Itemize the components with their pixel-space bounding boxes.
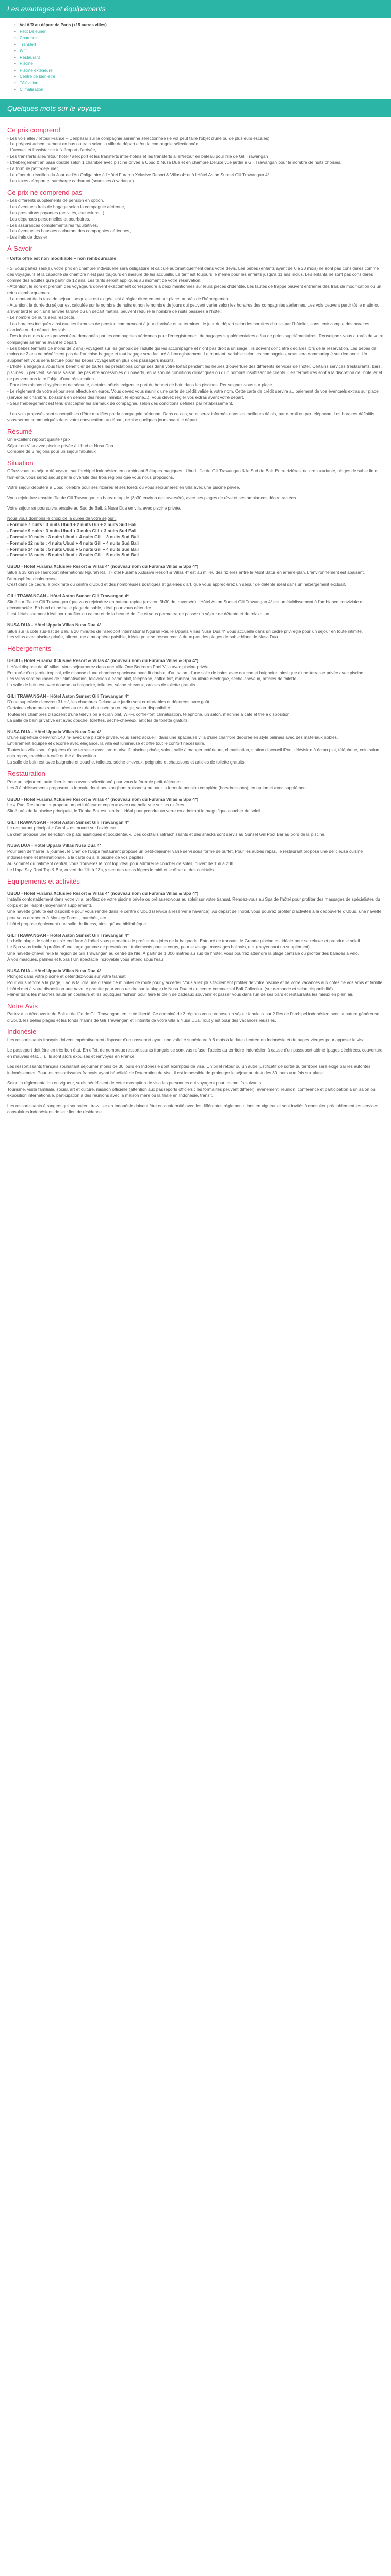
paragraph: Le Spa vous invite à profiter d'une large gamme de prestations : traitements pour le corps, pour le visage, massages balinais, etc. (moyennant un supplément). (7, 944, 312, 950)
program-banner: Quelques mots sur le voyage (0, 99, 391, 117)
amenity-label: Piscine (20, 61, 33, 66)
paragraph: Pour bien démarrer la journée, le Chef de l'Uppa restaurant propose un petit-déjeuner varié servi sous forme de buffet. Pour les autres repas, le restaurant propose une délicieuse cuisine indonésienne et internationale, à la carte ou à la piscine de vos papilles. (7, 849, 363, 860)
paragraph: - Si vous partez seul(e), votre prix en chambre individuelle sera obligatoire et calculé automatiquement dans votre devis. Les bébés (enfants ayant de 0 à 23 mois) ne sont pas considérés comme des voyageurs et la capacité de chambre n'est pas toujours en mesure de les accueillir. Le tarif est toujours le même pour les enfants jusqu'à 11 ans inclus. Les enfants ne sont pas considérés comme des adultes qu'à partir de 12 ans. Les tarifs seront appliqués au moment de votre réservation. (7, 265, 379, 283)
paragraph: Pour un séjour en toute liberté, nous avons sélectionné pour vous la formule petit-déjeuner. (7, 778, 182, 784)
paragraph: - Les transferts aller/retour hôtel / aéroport et les transferts inter-hôtels et les transferts aller/retour en bateau pour l'île de Gili Trawangan (7, 154, 268, 159)
subheading: NUSA DUA - Hôtel Uppala Villas Nusa Dua 4* (7, 622, 102, 628)
paragraph: - Formule 12 nuits : 4 nuits Ubud + 4 nuits Gili + 4 nuits Sud Bali (7, 540, 139, 546)
subheading: UBUD - Hôtel Furama Xclusive Resort & Villas 4* (nouveau nom du Furama Villas & Spa 4*) (7, 890, 199, 896)
paragraph: Situé sur la côte sud-est de Bali, à 20 minutes de l'aéroport international Ngurah Rai, le Uppala Villas Nusa Dua 4* vous accueille dans un cadre privilégié pour un séjour en toute intimité. (7, 628, 363, 634)
amenities-section (0, 18, 391, 99)
paragraph: La salle de bain privative est avec douche, toilettes, sèche-cheveux, articles de toilette gratuits. (7, 718, 189, 723)
section-title: Situation (7, 459, 34, 467)
paragraph: - Le règlement de votre séjour sera effectué en euros. Vous devez vous munir d'une carte de crédit valide à votre nom. Cette carte de crédit servira au paiement de vos éventuels extras sur place (service en chambre, boissons en dehors des repas, minibar, téléphone...). Vous devez régler vos extras avant votre départ. (7, 388, 379, 400)
amenity-item (13, 42, 378, 48)
section-title: Notre Avis (7, 1002, 38, 1010)
paragraph: La salle de bain est avec baignoire et douche, toilettes, sèche-cheveux, peignoirs et chaussons et articles de toilette gratuits. (7, 759, 246, 765)
paragraph: Les villas sont équipées de : climatisation, télévision à écran plat, téléphone, coffre-fort, minibar, bouilloire électrique, sèche-cheveux, articles de toilette. (7, 676, 298, 682)
paragraph: Offrez-vous un séjour dépaysant sur l'archipel Indonésien en combinant 3 étapes magiques : Ubud, l'île de Gili Trawangan & le Sud de Bali. Entre rizières, nature luxuriante, plages de sable fin et farniente, vous serez séduit par la diversité des trois régions que vous nous proposons. (7, 468, 379, 480)
paragraph: - Les éventuelles hausses carburant des compagnies aériennes, (7, 228, 131, 234)
paragraph: Le passeport doit être en très bon état. En effet, de nombreux ressortissants français se sont vus refuser l'accès au territoire indonésien à cause d'un passeport abîmé (pages déchirées, couverture en mauvais état, ...). Ils sont alors expulsés et renvoyés en France. (7, 1047, 383, 1059)
paragraph: - Les assurances complémentaires facultatives, (7, 222, 99, 228)
paragraph: - Le dîner du réveillon du Jour de l'An Obligatoire à l'Hôtel Furama Xclusive Resort & Villas 4* et à l'Hôtel Aston Sunset Gili Trawangan 4* (7, 172, 269, 178)
paragraph: Le « Padi Restaurant » propose un petit déjeuner copieux avec une belle vue sur les rizières. (7, 802, 185, 808)
paragraph: - Pour des raisons d'hygiène et de sécurité, certains hôtels exigent le port du bonnet de bain dans les piscines. Renseignez-vous sur place. (7, 382, 273, 388)
paragraph: Plongez dans votre piscine et détendez-vous sur votre transat. (7, 973, 127, 979)
paragraph: - La formule petit-déjeuner, (7, 166, 59, 172)
paragraph: - Formule 9 nuits : 3 nuits Ubud + 3 nuits Gili + 3 nuits Sud Bali (7, 528, 137, 533)
paragraph: Certaines chambres sont situées au rez-de-chaussée ou en étage, selon disponibilité. (7, 705, 171, 711)
paragraph: Il est l'établissement idéal pour profiter du calme et de la beauté de l'île et vous permettra de passer un séjour de détente et de relaxation. (7, 611, 271, 617)
amenity-item (13, 74, 378, 80)
paragraph: Un excellent rapport qualité / prix (7, 436, 71, 442)
section-title: Ce prix ne comprend pas (7, 188, 83, 196)
amenities-list (13, 22, 378, 93)
paragraph: Pour vous rendre à la plage, il vous faudra une dizaine de minutes de route pour y accéder. Vous allez plus facilement profiter de votre piscine et de votre vacances aux côtés de vos amis et famille. (7, 979, 384, 985)
paragraph: - Les éventuels frais de bagage selon la compagnie aérienne, (7, 204, 125, 209)
paragraph: Les villas avec piscine privée, offrent une atmosphère paisible, idéale pour se ressourcer, à deux pas des plages de sable blanc de Nusa Dua. (7, 634, 279, 640)
paragraph: Une navette-cheval relie la région de Gili Trawangan au centre de l'île. À partir de 1 000 mètres au sud de l'hôtel, vous pourrez atteindre la plage centrale ou profiter des balades à vélo. (7, 950, 359, 956)
paragraph: Selon la réglementation en vigueur, seuls bénéficient de cette exemption de visa les personnes qui voyagent pour les motifs suivants : (7, 1080, 264, 1086)
paragraph: - Formule 7 nuits : 3 nuits Ubud + 2 nuits Gili + 2 nuits Sud Bali (7, 521, 137, 527)
subheading: UBUD - Hôtel Furama Xclusive Resort & Villas 4* (nouveau nom du Furama Villas & Spa 4*) (7, 658, 199, 664)
paragraph: - L'hôtel s'engage à vous faire bénéficier de toutes les prestations comprises dans votre forfait pendant les heures d'ouverture des différents services de l'hôtel. Certains services (restaurants, bars, piscines...) peuvent, selon la saison, ne pas être accessibles ou ouverts, en raison de conditions climatiques ou d'un nombre insuffisant de clients. Ces fermetures sont à la discrétion de l'hôtelier et ne peuvent pas faire l'objet d'une réclamation. (7, 364, 382, 382)
section-title: Ce prix comprend (7, 126, 60, 134)
paragraph: - Les dépenses personnelles et pourboires, (7, 216, 90, 222)
paragraph: La belle plage de sable qui s'étend face à l'hôtel vous permettra de profiter des joies de la baignade. Entouré de transats, le Grande piscine est idéale pour se relaxer et prendre le soleil. (7, 938, 361, 943)
amenity-label: Télévision (20, 80, 39, 86)
amenity-label: Restaurant (20, 55, 40, 60)
amenity-label: Centre de bien-être (20, 74, 55, 79)
paragraph: Nous vous donnons le choix de la durée de votre séjour : (7, 515, 117, 521)
paragraph: Partez à la découverte de Bali et de l'île de Gili Trawangan, en toute liberté. Ce combiné de 3 régions vous propose un séjour fabuleux sur 2 îles de l'archipel indonésien avec la nature généreuse d'Ubud, les belles plages et les fonds marins de Gili Trawangan et l'intimité de votre villa à Nusa Dua. Tout y est pour des vacances réussies. (7, 1011, 380, 1023)
paragraph: L'hôtel propose également une salle de fitness, ainsi qu'une bibliothèque. (7, 921, 148, 926)
section-title: Indonésie (7, 1028, 37, 1036)
paragraph: Votre séjour se poursuivra ensuite au Sud de Bali, à Nusa Dua en villa avec piscine privée. (7, 505, 181, 511)
amenity-item (13, 48, 378, 55)
amenity-item (13, 87, 378, 93)
paragraph: Les 3 établissements proposent la formule demi-pension (hors boissons) ou pour la formule pension complète (hors boissons), en option et avec supplément. (7, 785, 308, 790)
paragraph: - Les prestations payantes (activités, excursions...), (7, 210, 106, 215)
paragraph: - Attention, la durée du séjour est calculée sur le nombre de nuits et non le nombre de jours qui peuvent varier selon les horaires des compagnies aériennes. Les vols peuvent partir tôt le matin ou arriver tard le soir, une arrivée tardive ou un départ matinal peuvent réduire le nombre de nuits passées à l'hôtel. (7, 302, 380, 314)
paragraph: - Formule 10 nuits : 3 nuits Ubud + 4 nuits Gili + 3 nuits Sud Bali (7, 534, 139, 539)
paragraph: - Les frais de dossier (7, 234, 47, 240)
paragraph: - Les horaires indiqués ainsi que les formules de pension commencent à jour d'arrivée et se terminent le jour du départ selon les horaires choisis par l'hôtelier, sans tenir compte des horaires d'arrivée ou de départ des vols. (7, 320, 369, 332)
subheading: NUSA DUA - Hôtel Uppala Villas Nusa Dua 4* (7, 842, 102, 848)
subheading: GILI TRAWANGAN - Hôtel Aston Sunset Gili Trawangan 4* (7, 819, 129, 825)
paragraph: - L'hébergement en base double selon 1 chambre avec piscine privée à Ubud & Nusa Dua et en chambre Deluxe vue jardin à Gili Trawangan pour le nombre de nuits choisies, (7, 160, 342, 165)
subheading: UBUD - Hôtel Furama Xclusive Resort & Villas 4* (nouveau nom du Furama Villas & Spa 4*) (7, 796, 199, 802)
amenity-item (13, 61, 378, 67)
paragraph: - Seul l'hébergement est tenu d'accepter les animaux de compagnie, selon des conditions définies par l'établissement. (7, 400, 233, 406)
paragraph: - Formule 14 nuits : 5 nuits Ubud + 5 nuits Gili + 4 nuits Sud Bali (7, 546, 139, 552)
section-title: Equipements et activités (7, 877, 80, 885)
paragraph: Le Uppa Sky Roof Top & Bar, ouvert de 11h à 23h, y sert des repas légers le midi et le dîner et des cocktails. (7, 867, 215, 872)
paragraph: - Les bébés (enfants de moins de 2 ans) voyagent sur les genoux de l'adulte qui les accompagne et n'ont pas droit à un siège ; ils doivent donc être déclarés lors de la réservation. Les bébés de moins de 2 ans ne bénéficient pas de franchise bagage et tout bagage sera facturé à l'enregistrement. Le montant, variable selon les compagnies, vous sera communiqué sur demande. Un supplément vous sera facturé pour les bébés voyageant en plus des passagers inscrits. (7, 345, 377, 363)
subheading: GILI TRAWANGAN - Hôtel Aston Sunset Gili Trawangan 4* (7, 693, 129, 699)
amenity-item (13, 22, 378, 29)
paragraph: - Les différents suppléments de pension en option, (7, 197, 104, 203)
paragraph: Au sommet du bâtiment central, vous trouverez le roof top idéal pour admirer le coucher de soleil, ouvert de 16h à 23h. (7, 860, 235, 866)
amenity-label: Climatisation (20, 87, 43, 92)
paragraph: - Le pré/post acheminement en bus ou train selon la ville de départ et/ou la compagnie sélectionnée, (7, 141, 200, 147)
amenity-item (13, 80, 378, 87)
paragraph: Votre séjour débutera à Ubud, célèbre pour ses rizières et ses forêts où vous séjournerez en villa avec une piscine privée. (7, 485, 240, 490)
amenity-label: Wifi (20, 48, 27, 53)
amenity-label: Piscine extérieure (20, 67, 53, 73)
paragraph: D'une superficie d'environ 140 m² avec une piscine privée, vous serez accueilli dans une spacieuse villa d'une chambre décorée en style balinais avec des matériaux nobles. (7, 735, 338, 740)
paragraph: L'hôtel met à votre disposition une navette gratuite pour vous rendre sur la plage de Nusa Dua et au centre commercial Bali Collection (sur demande et selon disponibilité). (7, 986, 334, 991)
section-title: Résumé (7, 427, 32, 435)
paragraph: Les ressortissants français doivent impérativement disposer d'un passeport ayant une validité supérieure à 6 mois à la date d'entrée en Indonésie et de pages vierges pour apposer le visa. (7, 1037, 366, 1043)
paragraph: Installé confortablement dans votre villa, profitez de votre piscine privée ou prélassez-vous au soleil sur votre transat. Rendez-vous au Spa de l'hôtel pour profiter des massages de spécialistes du corps et de l'esprit (moyennant supplément). (7, 896, 380, 908)
paragraph: Toutes les chambres disposent d'une télévision à écran plat, Wi-Fi, coffre-fort, climatisation, téléphone, un salon, machine à café et thé à disposition. (7, 711, 291, 717)
paragraph: D'une superficie d'environ 31 m², les chambres Deluxe vue jardin sont confortables et décorées avec goût. (7, 699, 211, 705)
paragraph: Situé à 35 km de l'aéroport international Ngurah Rai, l'Hôtel Furama Xclusive Resort & Villas 4* est au milieu des rizières entre le Mont Batur en arrière-plan. L'environnement est apaisant, l'atmosphère chaleureuse. (7, 569, 365, 581)
amenity-item (13, 67, 378, 74)
paragraph: Tourisme, visite familiale, social, art et culture, mission officielle (attention aux passeports officiels : les formalités peuvent différer), événement, réunion, conférence et participation à un salon ou exposition internationale, participation à des réunions avec la maison mère ou la filiale en Indonésie, transit. (7, 1086, 376, 1098)
paragraph: Entièrement équipée et décorée avec élégance, la villa est lumineuse et offre tout le confort nécessaire. (7, 741, 205, 747)
paragraph: - Le montant de la taxe de séjour, lorsqu'elle est exigée, est à régler directement sur place, auprès de l'hébergement. (7, 296, 231, 302)
subheading: GILI TRAWANGAN - Hôtel Aston Sunset Gili Trawangan 4* (7, 593, 129, 599)
paragraph: Vous rejoindrez ensuite l'île de Gili Trawangan en bateau rapide (3h30 environ de traversée), avec ses plages de rêve et ses ambiances décontractées. (7, 495, 297, 501)
paragraph: - Les vols aller / retour France – Denpasar sur la compagnie aérienne sélectionnée (le vol peut faire l'objet d'une ou de plusieurs escales), (7, 135, 271, 141)
amenity-label: Transfert (20, 42, 36, 47)
paragraph: Les ressortissants français souhaitant séjourner moins de 30 jours en Indonésie sont exemptés de visa. Un billet retour ou un autre justificatif de sortie du territoire sera exigé par les autorités indonésiennes. Pour les ressortissants français ayant bénéficié de l'exemption de visa, il est impossible de prolonger le séjour au-delà des 30 jours une fois sur place. (7, 1064, 371, 1075)
amenity-label: Petit Déjeuner (20, 29, 46, 34)
paragraph: Les ressortissants étrangers qui souhaitent travailler en Indonésie doivent être en conformité avec les différentes réglementations en vigueur et sont invités à consulter préalablement les services consulaires indonésiens de leur lieu de résidence. (7, 1103, 379, 1114)
paragraph: - Les taxes aéroport et surcharge carburant (soumises à variation). (7, 178, 135, 183)
section-title: À Savoir (7, 245, 33, 253)
paragraph: Entourée d'un jardin tropical, elle dispose d'une chambre spacieuse avec lit double, d'un salon, d'une salle de bains avec douche et baignoire, ainsi que d'une terrasse privée avec piscine. (7, 670, 365, 675)
section-title: Hébergements (7, 645, 52, 653)
subheading: NUSA DUA - Hôtel Uppala Villas Nusa Dua 4* (7, 729, 102, 735)
paragraph: Toutes les villas sont équipées d'une terrasse avec jardin privatif, piscine privée, salon, salle à manger extérieure, climatisation, station d'accueil iPod, télévision à écran plat, téléphone, coin salon, coin repas, machine à café et thé à disposition. (7, 747, 381, 759)
paragraph: C'est dans ce cadre, à proximité du centre d'Ubud et des nombreuses boutiques et galeries d'art, que vous apprécierez un séjour de détente idéal dans un hébergement exclusif. (7, 582, 346, 587)
paragraph: - Formule 18 nuits : 5 nuits Ubud + 8 nuits Gili + 5 nuits Sud Bali (7, 552, 139, 558)
amenities-banner: Les avantages et équipements (0, 0, 391, 18)
subheading: UBUD - Hôtel Furama Xclusive Resort & Villas 4* (nouveau nom du Furama Villas & Spa 4*) (7, 564, 199, 569)
paragraph: - Les vols proposés sont susceptibles d'être modifiés par la compagnie aérienne. Dans ce cas, vous serez informés dans les meilleurs délais, par e-mail ou par téléphone. Les horaires définitifs vous seront communiqués dans votre convocation au départ, remise quelques jours avant le départ. (7, 411, 374, 422)
paragraph: - Attention, le nom et prénom des voyageurs doivent exactement correspondre à ceux mentionnés sur leurs pièces d'identité. Les fautes de frappe peuvent entraîner des frais de modification ou un refus d'embarquement. (7, 284, 382, 296)
subheading: NUSA DUA - Hôtel Uppala Villas Nusa Dua 4* (7, 968, 102, 973)
subheading: GILI TRAWANGAN - Hôtel Aston Sunset Gili Trawangan 4* (7, 932, 129, 938)
amenity-item (13, 55, 378, 61)
paragraph: La chef propose une sélection de plats asiatiques et occidentaux. Des cocktails rafraîchissants et des snacks sont servis au Sunset Gili Pool Bar au bord de la piscine. (7, 832, 326, 837)
amenity-label: Chambre (20, 36, 37, 40)
paragraph: Combiné de 3 régions pour un séjour fabuleux (7, 449, 96, 454)
amenity-item (13, 29, 378, 36)
paragraph: - Des frais et des taxes peuvent être demandés par les compagnies aériennes pour l'enregistrement de bagages supplémentaires et/ou de poids supplémentaires. Renseignez-vous auprès de votre compagnie aérienne avant le départ. (7, 333, 384, 345)
paragraph: À vos masques, palmes et tubas ! Un spectacle incroyable vous attend sous l'eau. (7, 956, 165, 962)
paragraph: Situé près de la piscine principale, le Tirtaka Bar est l'endroit idéal pour prendre un verre en admirant le magnifique coucher de soleil. (7, 808, 262, 814)
paragraph: - L'accueil et l'assistance à l'aéroport d'arrivée, (7, 147, 96, 153)
paragraph: Flâner dans les marchés hauts en couleurs et les boutiques fashion pour faire le plein de cadeaux souvenir et passer vous dans l'un de ses bars et restaurants les mieux en plein air. (7, 992, 354, 997)
subheading: - Cette offre est non modifiable – non remboursable (7, 256, 117, 261)
section-title: Restauration (7, 769, 45, 777)
trip-description (0, 117, 391, 1131)
paragraph: Le restaurant principal « Coral » est ouvert sur l'extérieur. (7, 825, 117, 831)
paragraph: - Le nombre de nuits sera respecté. (7, 314, 76, 320)
paragraph: L'Hôtel dispose de 40 villas. Vous séjournerez dans une Villa One Bedroom Pool Villa avec piscine privée. (7, 664, 210, 669)
paragraph: La salle de bain est avec douche ou baignoire, toilettes, sèche-cheveux, articles de toilette gratuits. (7, 682, 197, 688)
paragraph: Une navette gratuite est disponible pour vous rendre dans le centre d'Ubud (service à réserver à l'avance). Au départ de l'hôtel, vous pourrez profiter d'activités à la découverte d'Ubud, une navette peut vous emmener à Monkey Forest, marchés, etc. (7, 908, 382, 920)
paragraph: Séjour en Villa avec piscine privée à Ubud et Nusa Dua (7, 443, 113, 448)
amenity-label: Vol A/R au départ de Paris (+15 autres villes) (20, 23, 107, 27)
amenity-item (13, 35, 378, 42)
paragraph: Situé sur l'île de Gili Trawangan (que vous rejoindrez en bateau rapide (environ 3h30 de traversée), l'Hôtel Aston Sunset Gili Trawangan 4* est un établissement à l'ambiance conviviale et décontractée. En bord d'une belle plage de sable, idéal pour vous détendre. (7, 599, 364, 611)
